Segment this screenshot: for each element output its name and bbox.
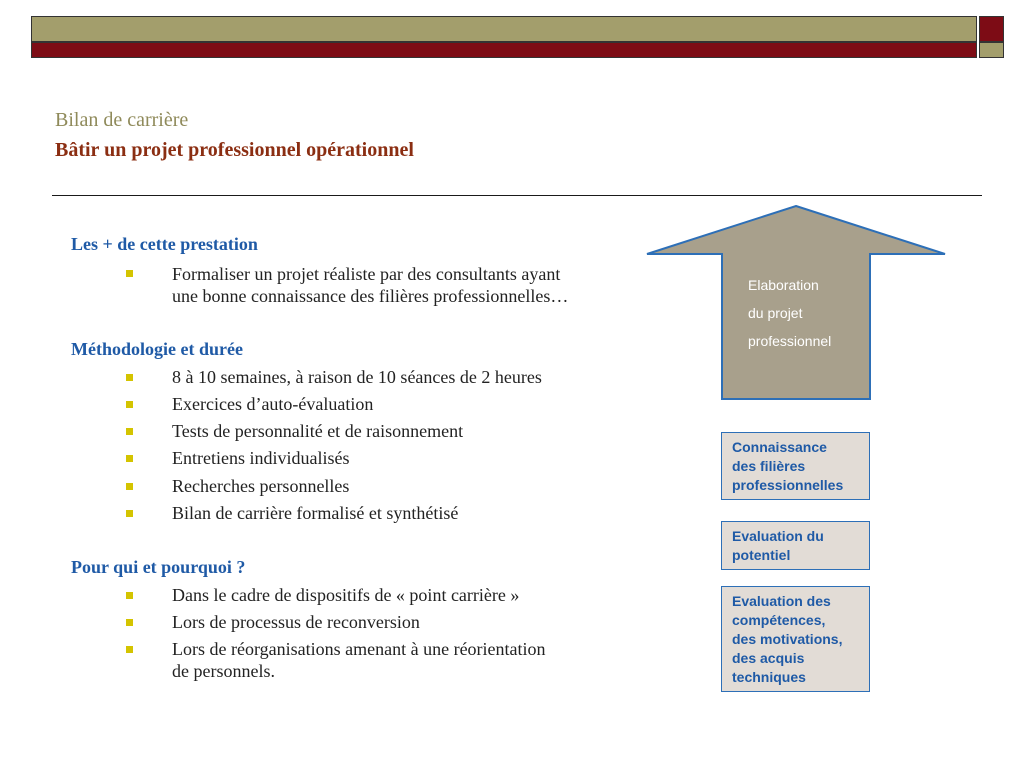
box-text-line: potentiel (732, 547, 791, 563)
box-skills-evaluation (721, 586, 870, 692)
section-heading-benefits: Les + de cette prestation (71, 234, 258, 254)
section-heading-method: Méthodologie et durée (71, 339, 243, 359)
arrow-label-line: professionnel (748, 333, 832, 349)
bullet-marker (126, 646, 133, 653)
box-text-line: des acquis (732, 650, 805, 666)
bullet-text-line: de personnels. (172, 661, 275, 681)
box-text-line: des filières (732, 458, 806, 474)
bullet-text-line: Lors de réorganisations amenant à une réorientation (172, 639, 546, 659)
header-bar-maroon (31, 42, 977, 58)
bullet-marker (126, 592, 133, 599)
box-potential-evaluation (721, 521, 870, 570)
bullet-item (172, 638, 546, 682)
bullet-marker (126, 374, 133, 381)
box-text-line: Evaluation du (732, 528, 824, 544)
slide-title-line2: Bâtir un projet professionnel opérationnel (55, 139, 414, 161)
bullet-item: Tests de personnalité et de raisonnement (172, 421, 464, 441)
box-knowledge-sectors (721, 432, 870, 500)
section-heading-audience: Pour qui et pourquoi ? (71, 557, 246, 577)
bullet-marker (126, 483, 133, 490)
bullet-marker (126, 510, 133, 517)
bullet-marker (126, 455, 133, 462)
title-divider (52, 195, 982, 196)
bullet-marker (126, 270, 133, 277)
bullet-item: Bilan de carrière formalisé et synthétisé (172, 503, 459, 523)
bullet-item: Lors de processus de reconversion (172, 612, 420, 632)
box-text-line: techniques (732, 669, 806, 685)
box-text-line: compétences, (732, 612, 826, 628)
bullet-item: Recherches personnelles (172, 476, 350, 496)
box-text-line: Evaluation des (732, 593, 831, 609)
bullet-marker (126, 428, 133, 435)
slide-title-line1: Bilan de carrière (55, 109, 189, 131)
bullet-item (172, 263, 568, 307)
bullet-item: Dans le cadre de dispositifs de « point carrière » (172, 585, 520, 605)
bullet-text-line: une bonne connaissance des filières professionnelles… (172, 286, 569, 306)
bullet-item: Exercices d’auto-évaluation (172, 394, 374, 414)
header-square-maroon (979, 16, 1004, 42)
bullet-text-line: Formaliser un projet réaliste par des consultants ayant (172, 264, 561, 284)
arrow-label-line: Elaboration (748, 277, 819, 293)
box-text-line: Connaissance (732, 439, 827, 455)
box-text-line: professionnelles (732, 477, 844, 493)
box-text-line: des motivations, (732, 631, 843, 647)
header-square-olive (979, 42, 1004, 58)
bullet-item: Entretiens individualisés (172, 448, 350, 468)
bullet-marker (126, 401, 133, 408)
bullet-marker (126, 619, 133, 626)
header-bar-olive (31, 16, 977, 42)
bullet-item: 8 à 10 semaines, à raison de 10 séances de 2 heures (172, 367, 542, 387)
arrow-label-line: du projet (748, 305, 803, 321)
up-arrow-shape (645, 205, 947, 401)
